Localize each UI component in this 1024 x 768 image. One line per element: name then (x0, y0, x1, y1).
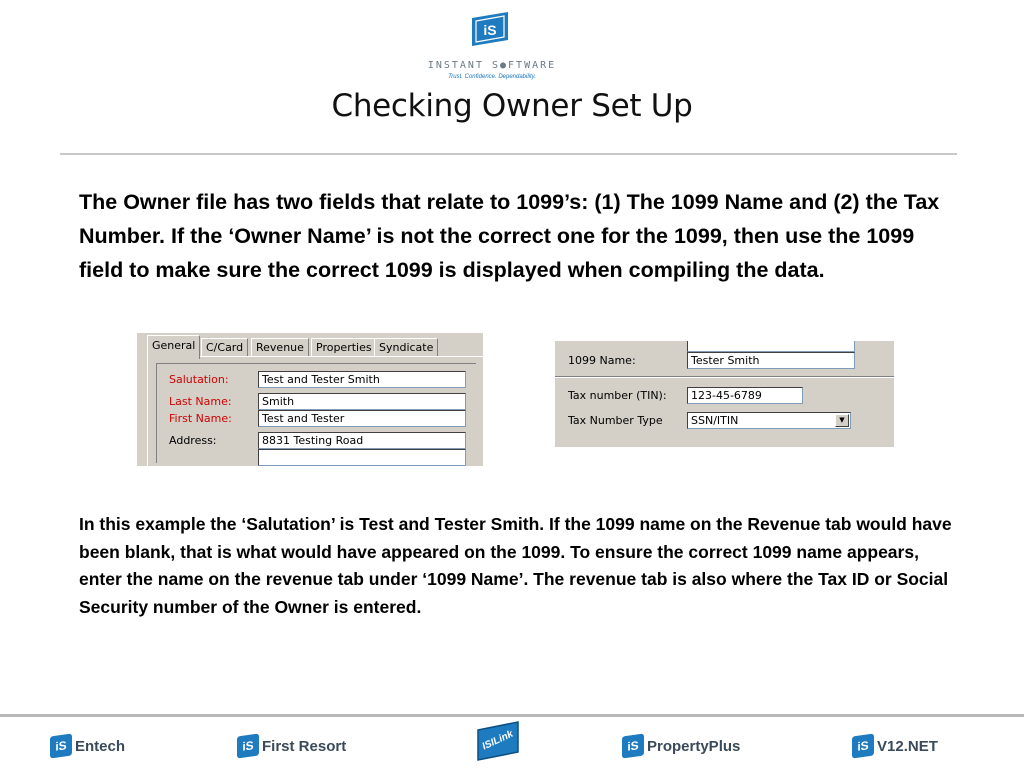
last-name-field[interactable]: Smith (258, 393, 466, 410)
brand-first-resort-icon: iS (237, 733, 259, 758)
address-label: Address: (169, 434, 217, 447)
first-name-field[interactable]: Test and Tester (258, 410, 466, 427)
section-divider (555, 376, 894, 378)
brand-v12net-icon: iS (852, 733, 874, 758)
brand-isilink-label: ISILink (480, 728, 515, 753)
page-title: Checking Owner Set Up (331, 88, 693, 124)
tab-bar (147, 335, 483, 357)
brand-propertyplus-label: PropertyPlus (647, 737, 741, 755)
tab-revenue[interactable]: Revenue (251, 338, 309, 357)
tab-ccard[interactable]: C/Card (201, 338, 248, 357)
brand-propertyplus (622, 732, 740, 760)
dropdown-arrow-icon[interactable]: ▼ (835, 414, 849, 427)
field-above-partial[interactable] (687, 341, 855, 352)
tax-number-type-value: SSN/ITIN (691, 414, 739, 427)
tax-number-label: Tax number (TIN): (568, 389, 667, 402)
tax-number-type-select[interactable] (687, 412, 851, 429)
salutation-field[interactable]: Test and Tester Smith (258, 371, 466, 388)
instant-software-logo (408, 10, 588, 78)
tab-general[interactable]: General (147, 335, 200, 359)
brand-entech-icon: iS (50, 733, 72, 758)
owner-general-panel (137, 333, 483, 466)
brand-v12net (852, 732, 938, 760)
tab-properties[interactable]: Properties (311, 338, 377, 357)
logo-mark-text: iS (483, 22, 497, 38)
salutation-label: Salutation: (169, 373, 229, 386)
logo-tagline: Trust. Confidence. Dependability. (448, 74, 536, 80)
last-name-label: Last Name: (169, 395, 232, 408)
tax-number-field[interactable]: 123-45-6789 (687, 387, 803, 404)
brand-propertyplus-icon: iS (622, 733, 644, 758)
name-1099-field[interactable]: Tester Smith (687, 352, 855, 369)
owner-revenue-panel (555, 341, 894, 447)
tax-number-type-label: Tax Number Type (568, 414, 663, 427)
title-divider (60, 153, 957, 155)
address-field-line2[interactable] (258, 449, 466, 466)
brand-entech-label: Entech (75, 737, 126, 755)
first-name-label: First Name: (169, 412, 232, 425)
brand-isilink (472, 720, 524, 762)
intro-paragraph: The Owner file has two fields that relate to 1099’s: (1) The 1099 Name and (2) the Tax Number. If the ‘Owner Name’ is not the correct one for the 1099, then use the 1099 field to make sure the correct 1099 is displayed when compiling the data. (79, 190, 940, 282)
logo-name: INSTANT S●FTWARE (427, 60, 557, 71)
example-paragraph: In this example the ‘Salutation’ is Test and Tester Smith. If the 1099 name on the Revenue tab would have been blank, that is what would have appeared on the 1099. To ensure the correct 1099 name appears, enter the name on the revenue tab under ‘1099 Name’. The revenue tab is also where the Tax ID or Social Security number of the Owner is entered. (79, 514, 952, 617)
tab-syndicate[interactable]: Syndicate (374, 338, 438, 357)
name-1099-label: 1099 Name: (568, 354, 636, 367)
brand-first-resort (237, 732, 346, 760)
address-field-line1[interactable]: 8831 Testing Road (258, 432, 466, 449)
brand-first-resort-label: First Resort (262, 737, 347, 755)
brand-entech (50, 732, 125, 760)
tab-content (147, 356, 483, 466)
instant-software-logo-icon (468, 12, 512, 48)
brand-v12net-label: V12.NET (877, 737, 938, 755)
